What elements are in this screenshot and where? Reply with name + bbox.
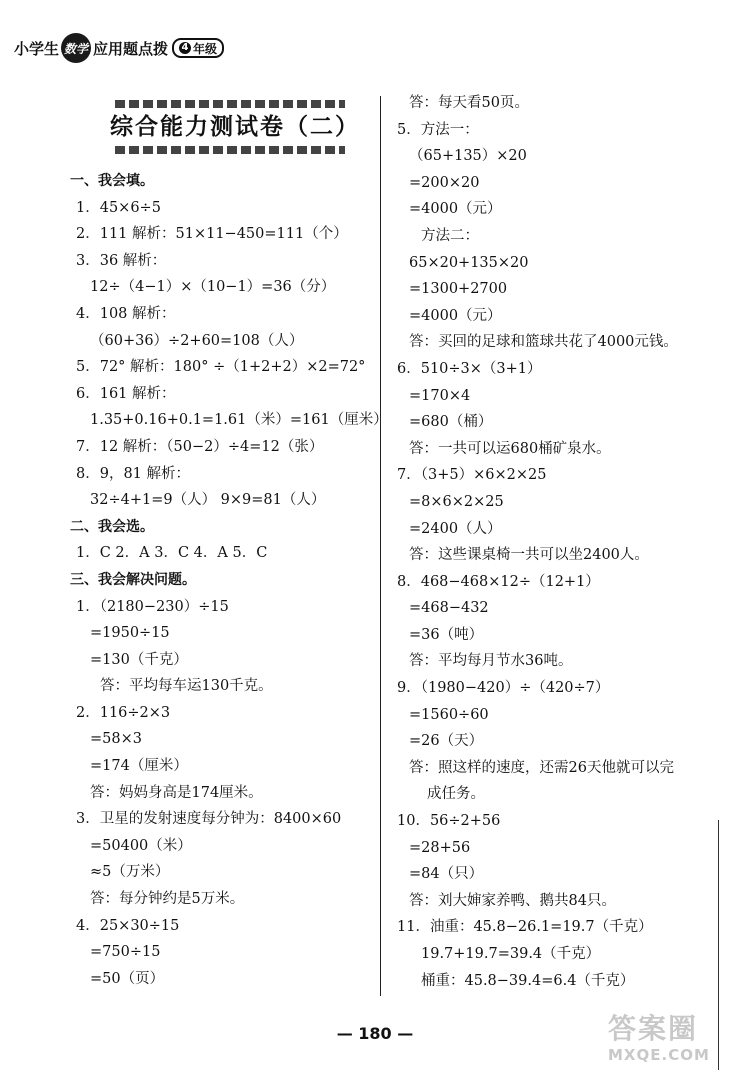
answer-line: 方法二： [421, 227, 479, 244]
answer-line: 1.35+0.16+0.1=1.61（米）=161（厘米） [90, 412, 388, 429]
answer-line: =468−432 [409, 600, 489, 617]
answer-line: =4000（元） [409, 307, 502, 324]
answer-line: =174（厘米） [90, 758, 188, 775]
title-decor-bottom [115, 146, 345, 154]
answer-line: 12÷（4−1）×（10−1）=36（分） [90, 279, 336, 296]
answer-line: =50400（米） [90, 837, 192, 854]
answer-line: 1．45×6÷5 [76, 199, 161, 216]
answer-line: =750÷15 [90, 944, 161, 961]
grade-number: 4 [179, 42, 191, 54]
test-title-block [110, 100, 360, 158]
answer-line: 桶重：45.8−39.4=6.4（千克） [421, 972, 635, 989]
answer-line: 11．油重：45.8−26.1=19.7（千克） [397, 919, 653, 936]
watermark [608, 1012, 748, 1078]
answer-line: 5．72° 解析：180° ÷（1+2+2）×2=72° [76, 359, 366, 376]
answer-line: 5．方法一： [397, 121, 479, 138]
answer-line: =200×20 [409, 174, 480, 191]
answer-line: 成任务。 [427, 786, 485, 803]
answer-line: =130（千克） [90, 651, 188, 668]
answer-line: 19.7+19.7=39.4（千克） [421, 946, 601, 962]
answer-line: 32÷4+1=9（人） 9×9=81（人） [90, 492, 326, 509]
section-heading: 三、我会解决问题。 [70, 571, 196, 588]
grade-text: 年级 [193, 41, 218, 56]
answer-line: =680（桶） [409, 414, 493, 431]
answer-line: 6．161 解析： [76, 385, 176, 402]
right-answer-column [397, 90, 727, 994]
column-divider [380, 96, 381, 996]
grade-badge [172, 38, 224, 58]
book-header [14, 30, 224, 66]
answer-line: 10．56÷2+56 [397, 813, 501, 830]
answer-line: 4．108 解析： [76, 305, 176, 322]
answer-line: 7．（3+5）×6×2×25 [397, 467, 547, 484]
answer-line: =8×6×2×25 [409, 493, 504, 510]
section-heading: 二、我会选。 [70, 518, 154, 535]
answer-line: 答：刘大婶家养鸭、鹅共84只。 [409, 892, 616, 909]
answer-line: =36（吨） [409, 626, 484, 643]
answer-line: =170×4 [409, 387, 471, 404]
answer-line: =28+56 [409, 839, 471, 856]
test-title: 综合能力测试卷（二） [110, 114, 360, 140]
answer-line: 7．12 解析：（50−2）÷4=12（张） [76, 438, 324, 455]
answer-line: =2400（人） [409, 520, 502, 537]
answer-line: 答：一共可以运680桶矿泉水。 [409, 440, 611, 457]
left-answer-column [70, 168, 388, 992]
answer-line: =1300+2700 [409, 281, 508, 298]
header-title-part1: 小学生 [14, 39, 60, 58]
answer-line: 8．9，81 解析： [76, 465, 191, 482]
answer-line: 答：照这样的速度，还需26天他就可以完 [409, 759, 674, 776]
answer-line: 答：买回的足球和篮球共花了4000元钱。 [409, 334, 678, 351]
page-number: — 180 — [336, 1024, 414, 1043]
answer-line: =84（只） [409, 866, 484, 883]
answer-line: 3．36 解析： [76, 252, 167, 269]
answer-line: 答：平均每车运130千克。 [100, 678, 273, 695]
answer-line: =4000（元） [409, 201, 502, 218]
watermark-url: MXQE.COM [608, 1046, 710, 1064]
answer-line: 2．116÷2×3 [76, 704, 171, 721]
answer-line: 1．（2180−230）÷15 [76, 598, 229, 615]
math-badge: 数学 [61, 33, 91, 63]
answer-line: 65×20+135×20 [409, 254, 529, 271]
answer-line: 1．C 2．A 3．C 4．A 5．C [76, 545, 268, 562]
answer-line: 答：每分钟约是5万米。 [90, 891, 245, 908]
answer-line: （60+36）÷2+60=108（人） [90, 332, 304, 349]
answer-line: =50（页） [90, 970, 165, 987]
section-heading: 一、我会填。 [70, 173, 154, 189]
answer-line: 答：平均每月节水36吨。 [409, 653, 573, 670]
answer-line: =26（天） [409, 733, 484, 750]
answer-line: ≈5（万米） [90, 864, 170, 881]
answer-line: =1950÷15 [90, 625, 170, 642]
watermark-logo-text: 答案圈 [608, 1012, 699, 1045]
header-title-part2: 应用题点拨 [93, 39, 169, 58]
title-decor-top [115, 100, 345, 108]
answer-line: 9．（1980−420）÷（420÷7） [397, 680, 610, 697]
answer-line: 2．111 解析：51×11−450=111（个） [76, 226, 348, 243]
answer-line: 4．25×30÷15 [76, 917, 180, 934]
answer-line: （65+135）×20 [409, 148, 527, 165]
answer-line: 答：每天看50页。 [409, 95, 529, 111]
answer-line: =1560÷60 [409, 706, 489, 723]
answer-line: 3．卫星的发射速度每分钟为：8400×60 [76, 811, 342, 828]
answer-line: 6．510÷3×（3+1） [397, 360, 542, 377]
answer-line: 8．468−468×12÷（12+1） [397, 573, 600, 590]
answer-line: 答：妈妈身高是174厘米。 [90, 784, 263, 801]
answer-line: 答：这些课桌椅一共可以坐2400人。 [409, 547, 649, 564]
answer-line: =58×3 [90, 731, 142, 748]
